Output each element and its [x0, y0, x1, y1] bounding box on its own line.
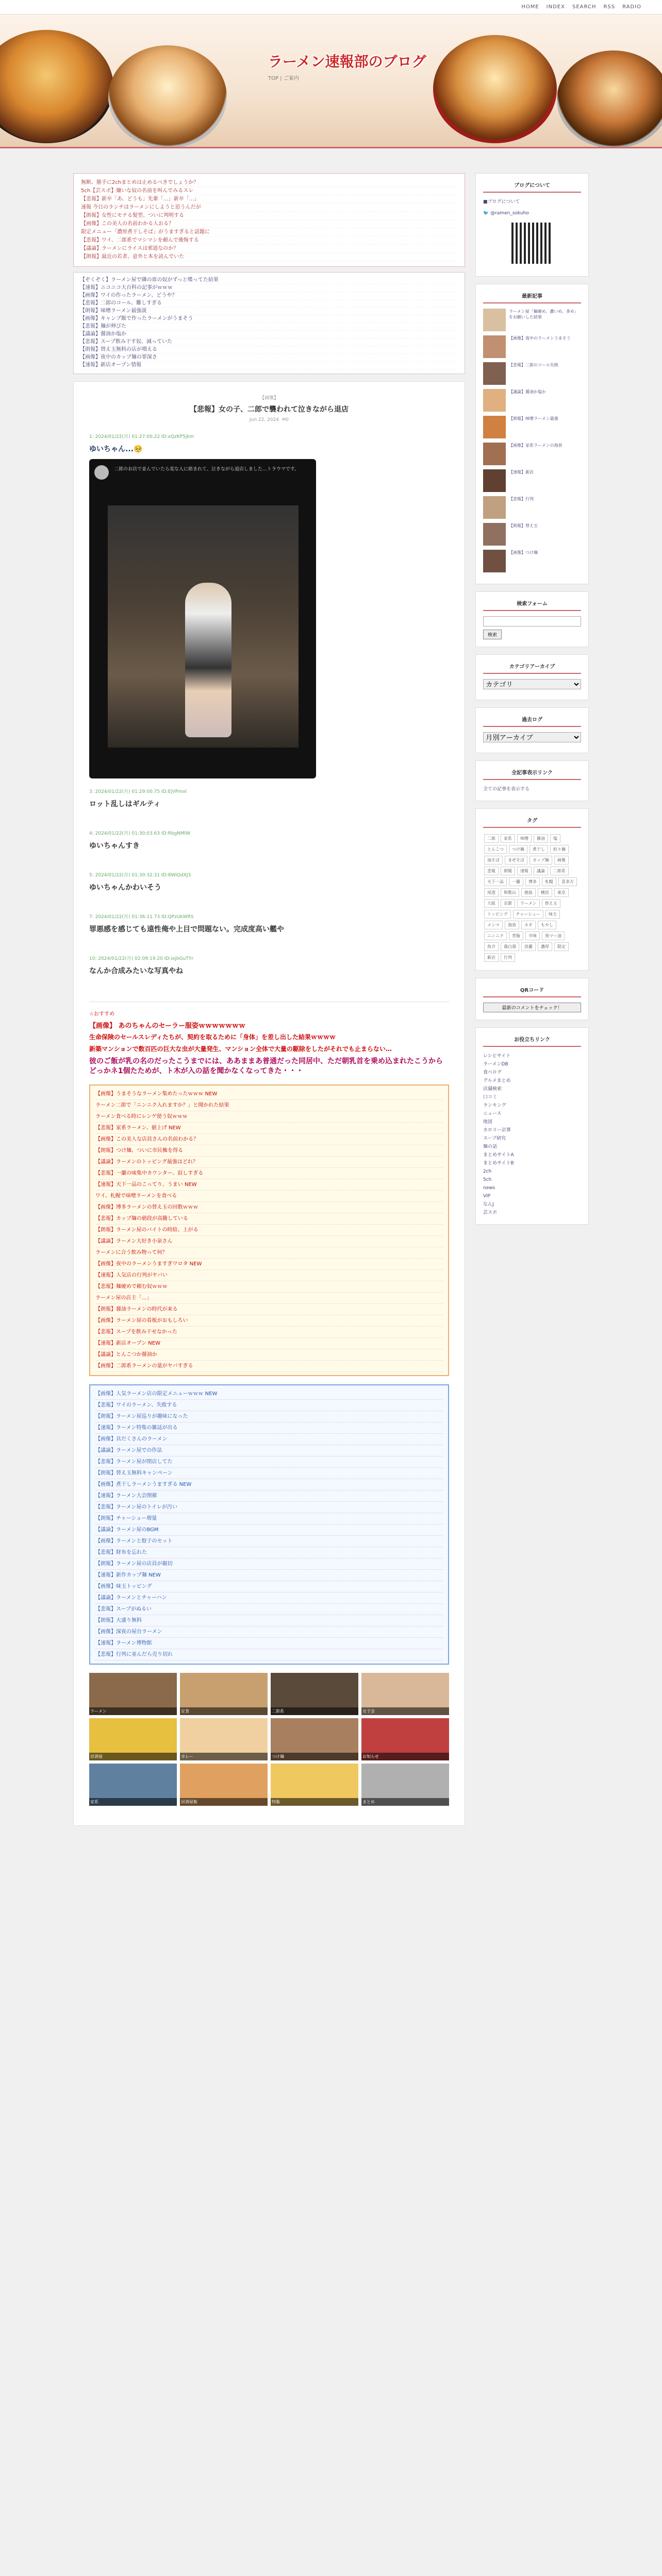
site-title[interactable]: ラーメン速報部のブログ [268, 53, 426, 70]
res-header: 3: 2024/01/22(月) 01:29:00.75 ID:EjVPmxl [89, 789, 187, 794]
list-item[interactable]: 【悲報】麺硬めで頼む奴ｗｗｗ [95, 1281, 443, 1293]
link-item[interactable]: 地図 [483, 1120, 493, 1125]
recent-item[interactable] [483, 523, 581, 546]
tag-box [475, 808, 589, 971]
list-item[interactable]: 【画像】この美人の名前わかる人おる？ [81, 220, 457, 228]
list-item[interactable]: 【画像】深夜の屋台ラーメン [95, 1626, 443, 1638]
list-item[interactable]: 【画像】ラーメン屋の看板がおもしろい [95, 1315, 443, 1327]
list-item[interactable]: 【悲報】二郎のコール、難しすぎる [80, 300, 458, 308]
recommend-label: ☆おすすめ [89, 1011, 115, 1017]
article-meta [89, 417, 449, 422]
avatar [94, 465, 109, 480]
comment-count[interactable]: 0 [286, 417, 289, 422]
thumbnail[interactable] [271, 1673, 358, 1715]
thumbnail-caption: ラーメン [89, 1707, 177, 1715]
list-item[interactable]: 【悲報】ラーメン屋が閉店してた [95, 1456, 443, 1468]
nav-home[interactable]: HOME [521, 4, 539, 10]
list-item[interactable]: 【速報】天下一品のこってり、うまい NEW [95, 1179, 443, 1191]
list-item[interactable]: 【速報】新店オープン NEW [95, 1338, 443, 1349]
breadcrumb[interactable]: TOP | ご案内 [268, 76, 299, 81]
list-item[interactable]: 【悲報】ワイのラーメン、失敗する [95, 1400, 443, 1411]
category-box [475, 654, 589, 700]
list-item[interactable]: 【朗報】味噌ラーメン最強説 [80, 308, 458, 315]
tag-link[interactable]: 新店 [484, 953, 499, 962]
recent-title: ラーメン屋「麺硬め、濃いめ、多め」をお願いした結果 [509, 309, 578, 319]
link-item[interactable]: ランキング [483, 1103, 506, 1108]
list-item[interactable]: 【悲報】家系ラーメン、値上げ NEW [95, 1123, 443, 1134]
qr-code-image [511, 223, 553, 264]
article-date: Jun 22, 2024 [249, 417, 279, 422]
sidebar-heading: カテゴリアーカイブ [483, 662, 581, 674]
recent-item[interactable] [483, 550, 581, 572]
tag-link[interactable]: 塩 [550, 834, 560, 843]
tag-link[interactable]: もやし [538, 921, 556, 929]
related-list-2 [89, 1384, 449, 1665]
list-item[interactable]: ラーメン屋の店主「…」 [95, 1293, 443, 1304]
list-item[interactable]: 【ぞくぞく】ラーメン屋で隣の席の奴がずっと喋ってた結果 [80, 277, 458, 284]
ramen-bowl-image [0, 30, 113, 143]
res-body: ロット乱しはギルティ [89, 800, 161, 808]
link-item[interactable]: 食べログ [483, 1070, 502, 1075]
recent-thumb [483, 496, 506, 519]
recent-title: 【悲報】二郎のコール失敗 [509, 363, 558, 367]
res-body: 罪悪感を感じても遠性俺や上目で問題ない。完成度高い艦や [89, 925, 284, 934]
list-item[interactable]: 限定メニュー「濃厚煮干しそば」がうますぎると話題に [81, 228, 457, 236]
res-body: なんか合成みたいな写真やね [89, 967, 183, 975]
list-item[interactable]: 【悲報】スープがぬるい [95, 1604, 443, 1615]
tag-link[interactable]: 和歌山 [501, 888, 519, 897]
nav-radio[interactable]: RADIO [622, 4, 641, 10]
qr-box [475, 978, 589, 1020]
list-item[interactable]: 【議論】ラーメンとチャーハン [95, 1592, 443, 1604]
list-item[interactable]: 【悲報】新卒「あ、どうも」先輩「…」新卒「…」 [81, 195, 457, 204]
all-links-box [475, 760, 589, 801]
list-item[interactable]: 【速報】人気店の行列がヤバい [95, 1270, 443, 1281]
thumbnail-caption: 二郎系 [271, 1707, 358, 1715]
link-item[interactable]: 店舗検索 [483, 1087, 502, 1092]
article [73, 381, 465, 1826]
top-nav [0, 0, 662, 14]
ramen-bowl-image [433, 35, 557, 143]
list-item[interactable]: 【速報】ラーメン大会開催 [95, 1490, 443, 1502]
tag-link[interactable]: 二郎系 [550, 867, 569, 875]
list-item[interactable]: 【速報】新作カップ麺 NEW [95, 1570, 443, 1581]
tag-link[interactable]: 天下一品 [484, 877, 507, 886]
tag-link[interactable]: 家系 [501, 834, 515, 843]
list-item[interactable]: 【速報】ラーメン特集の雑誌が出る [95, 1422, 443, 1434]
news-list [73, 173, 465, 267]
tag-link[interactable]: 黒マー油 [542, 931, 565, 940]
list-item[interactable]: 【画像】ラーメンと餃子のセット [95, 1536, 443, 1547]
link-list [483, 1052, 581, 1217]
tag-cloud [483, 833, 581, 963]
tag-link[interactable]: 徳島 [521, 888, 536, 897]
thumbnail[interactable] [180, 1764, 268, 1806]
list-item[interactable]: 【速報】ラーメン博物館 [95, 1638, 443, 1649]
thumbnail[interactable] [271, 1718, 358, 1760]
tag-link[interactable]: 議論 [534, 867, 548, 875]
link-item[interactable]: 口コミ [483, 1095, 498, 1100]
list-item[interactable]: 【画像】夜中のラーメンうますぎワロタ NEW [95, 1259, 443, 1270]
res-header: 4: 2024/01/22(月) 01:30:03.63 ID:RbgNMlW [89, 831, 191, 836]
tag-link[interactable]: 行列 [501, 953, 515, 962]
link-item[interactable]: グルメまとめ [483, 1078, 511, 1083]
recent-title: 【朗報】味噌ラーメン最強 [509, 416, 558, 421]
list-item[interactable]: 【悲報】スープを飲み干せなかった [95, 1327, 443, 1338]
tag-link[interactable]: 大阪 [484, 899, 499, 908]
link-item[interactable]: 麺の話 [483, 1144, 498, 1149]
sidebar-heading: ブログについて [483, 181, 581, 193]
tag-link[interactable]: ネギ [521, 921, 536, 929]
list-item[interactable]: 【悲報】ワイ、二郎系でマシマシを頼んで後悔する [81, 236, 457, 245]
recent-thumb [483, 550, 506, 572]
thumbnail[interactable] [180, 1718, 268, 1760]
recent-thumb [483, 362, 506, 385]
recent-item[interactable] [483, 362, 581, 385]
recommend-body[interactable]: 新築マンションで数百匹の巨大な虫が大量発生、マンション全体で大量の駆除をしたがそれでも止まらない… [89, 1045, 392, 1053]
recent-thumb [483, 469, 506, 492]
thumbnail[interactable] [361, 1718, 449, 1760]
recent-thumb [483, 309, 506, 331]
tag-link[interactable]: 尾道 [484, 888, 499, 897]
tag-link[interactable]: 悲報 [484, 867, 499, 875]
tag-link[interactable]: ニンニク [484, 931, 507, 940]
tag-link[interactable]: 濃厚 [538, 942, 552, 951]
tag-link[interactable]: 一蘭 [509, 877, 523, 886]
thumbnail-caption: 特集 [271, 1798, 358, 1806]
list-item[interactable]: 【議論】ラーメン大好き小泉さん [95, 1236, 443, 1247]
list-item[interactable]: ラーメン二郎で「ニンニク入れますか？」と聞かれた結果 [95, 1100, 443, 1111]
thumbnail-caption: 居酒屋 [89, 1753, 177, 1760]
tag-link[interactable]: 醤油 [534, 834, 548, 843]
list-item[interactable]: 【悲報】ラーメン屋のトイレが汚い [95, 1502, 443, 1513]
person-image [185, 583, 231, 737]
link-item[interactable]: スープ研究 [483, 1136, 506, 1141]
recent-thumb [483, 416, 506, 438]
tag-link[interactable]: 担々麺 [550, 845, 569, 854]
list-item[interactable]: 【悲報】一蘭の味集中カウンター、寂しすぎる [95, 1168, 443, 1179]
tag-link[interactable]: 味玉 [545, 910, 560, 919]
list-item[interactable]: 【画像】人気ラーメン店の限定メニューｗｗｗ NEW [95, 1388, 443, 1400]
recent-title: 【議論】醤油か塩か [509, 389, 546, 394]
thumbnail-caption: つけ麺 [271, 1753, 358, 1760]
all-articles-link[interactable]: 全ての記事を表示する [483, 787, 530, 792]
tag-link[interactable]: 鶏白湯 [501, 942, 519, 951]
recent-title: 【画像】夜中のラーメンうまそう [509, 336, 571, 341]
ramen-bowl-image [108, 45, 227, 148]
list-item[interactable]: 【速報】ニコニコ大百科の記事がｗｗｗ [80, 284, 458, 292]
search-input[interactable] [483, 616, 581, 626]
recent-box [475, 284, 589, 584]
link-item[interactable]: VIP [483, 1194, 491, 1199]
list-item[interactable]: 【朗報】チャーシュー増量 [95, 1513, 443, 1524]
res-header: 10: 2024/01/22(月) 02:09:19.20 ID:iejbGuTYr [89, 956, 193, 961]
recent-title: 【画像】家系ラーメンの海苔 [509, 443, 562, 448]
list-item[interactable]: 【画像】煮干しラーメンうますぎる NEW [95, 1479, 443, 1490]
list-item[interactable]: 【議論】ラーメン屋での作法 [95, 1445, 443, 1456]
comment-icon: ✉ [282, 417, 286, 422]
tag-link[interactable]: 味噌 [517, 834, 532, 843]
tag-link[interactable]: 煮干し [529, 845, 548, 854]
recent-item[interactable] [483, 335, 581, 358]
recent-item[interactable] [483, 416, 581, 438]
res-body: ゆいちゃんすき [89, 842, 140, 850]
tag-link[interactable]: 海苔 [505, 921, 519, 929]
res-body: ゆいちゃん...🥺 [89, 445, 143, 453]
list-item[interactable]: ワイ、札幌で味噌ラーメンを食べる [95, 1191, 443, 1202]
tag-link[interactable]: ラーメン [517, 899, 540, 908]
list-item[interactable]: 【朗報】つけ麺、ついに市民権を得る [95, 1145, 443, 1157]
recent-item[interactable] [483, 443, 581, 465]
sidebar [475, 173, 589, 1232]
tag-link[interactable]: 速報 [517, 867, 532, 875]
nav-index[interactable]: INDEX [546, 4, 565, 10]
list-item[interactable]: 【悲報】カップ麺の値段が高騰している [95, 1213, 443, 1225]
sidebar-heading: お役立ちリンク [483, 1035, 581, 1047]
tag-link[interactable]: 辛味 [525, 931, 540, 940]
tag-link[interactable]: 横浜 [538, 888, 552, 897]
links-box [475, 1027, 589, 1225]
list-item[interactable]: 【朗報】替え玉無料の店が増える [80, 346, 458, 354]
link-item[interactable]: レシピサイト [483, 1054, 511, 1059]
recent-title: 【速報】新店 [509, 470, 534, 474]
tag-link[interactable]: 画像 [554, 856, 569, 865]
list-item[interactable]: 【朗報】替え玉無料キャンペーン [95, 1468, 443, 1479]
tag-link[interactable]: 博多 [525, 877, 540, 886]
recommend-lead[interactable]: 生命保険のセールスレディたちが、契約を取るために「身体」を差し出した結果ｗｗｗｗ [89, 1033, 336, 1041]
list-item[interactable]: 【画像】夜中のカップ麺の罪深さ [80, 354, 458, 362]
sidebar-heading: 全記事表示リンク [483, 768, 581, 780]
tag-link[interactable]: とんこつ [484, 845, 507, 854]
list-item[interactable]: 【画像】具だくさんのラーメン [95, 1434, 443, 1445]
recent-thumb [483, 443, 506, 465]
main-column [73, 173, 465, 1826]
recommend-section [89, 1002, 449, 1076]
res-header: 1: 2024/01/22(月) 01:27:00.22 ID:xQzKP5jkm [89, 434, 194, 439]
sidebar-heading: タグ [483, 816, 581, 828]
thumbnail-caption: お知らせ [361, 1753, 449, 1760]
article-category[interactable]: 【画像】 [259, 396, 278, 401]
link-item[interactable]: news [483, 1185, 495, 1191]
list-item[interactable]: 【朗報】最近の若者、意外と本を読んでいた [81, 253, 457, 261]
tweet-photo [108, 505, 299, 748]
thumbnail-grid [89, 1673, 449, 1806]
article-title: 【悲報】女の子、二郎で襲われて泣きながら退店 [190, 405, 349, 414]
search-box [475, 591, 589, 647]
tag-link[interactable]: チャーシュー [513, 910, 543, 919]
tweet-text: 二郎のお店で並んでいたら変な人に絡まれて、泣きながら退店しました…トラウマです。 [114, 467, 300, 472]
list-item[interactable]: 【画像】博多ラーメンの替え玉の回数ｗｗｗ [95, 1202, 443, 1213]
recent-item[interactable] [483, 496, 581, 519]
sidebar-heading: 最新記事 [483, 292, 581, 303]
list-item[interactable]: 【画像】キャンプ飯で作ったラーメンがうまそう [80, 315, 458, 323]
list-item[interactable]: 【議論】とんこつか醤油か [95, 1349, 443, 1361]
list-item[interactable]: 【悲報】スープ飲み干す奴、減っていた [80, 338, 458, 346]
tag-link[interactable]: 朗報 [501, 867, 515, 875]
nav-search[interactable]: SEARCH [572, 4, 597, 10]
list-item[interactable]: 速報 今日のランチはラーメンにしようと思うんだが [81, 204, 457, 212]
recent-item[interactable] [483, 389, 581, 412]
tag-link[interactable]: つけ麺 [509, 845, 527, 854]
list-item[interactable]: 【悲報】財布を忘れた [95, 1547, 443, 1558]
list-item[interactable]: 【議論】ラーメンのトッピング最強はどれ？ [95, 1157, 443, 1168]
thumbnail[interactable] [89, 1764, 177, 1806]
list-item[interactable]: 【朗報】ラーメン屋のバイトの時給、上がる [95, 1225, 443, 1236]
recent-thumb [483, 523, 506, 546]
embedded-tweet[interactable] [89, 459, 316, 778]
recent-thumb [483, 389, 506, 412]
tag-link[interactable]: 替え玉 [542, 899, 560, 908]
thumbnail[interactable] [361, 1673, 449, 1715]
pickup-list [73, 272, 465, 374]
res-header: 7: 2024/01/22(月) 01:36:11.73 ID:QPzUkWRS [89, 914, 194, 920]
list-item[interactable]: 無断、勝手に2chまとめは止めるべきでしょうか？ [81, 179, 457, 187]
latest-comments-button[interactable]: 最新のコメントをチェック！ [483, 1003, 581, 1012]
sidebar-heading: 過去ログ [483, 715, 581, 727]
twitter-link[interactable] [483, 209, 581, 217]
list-item[interactable]: 【画像】二郎系ラーメンの量がヤバすぎる [95, 1361, 443, 1372]
tag-link[interactable]: トッピング [484, 910, 511, 919]
list-item[interactable]: 【朗報】ラーメン屋の店員が親切 [95, 1558, 443, 1570]
recent-item[interactable] [483, 309, 581, 331]
tag-link[interactable]: メンマ [484, 921, 503, 929]
thumbnail-caption: 女子会 [361, 1707, 449, 1715]
recent-title: 【画像】つけ麺 [509, 550, 538, 555]
thumbnail-caption: カレー [180, 1753, 268, 1760]
header-banner [0, 14, 662, 148]
list-item[interactable]: 【速報】新店オープン情報 [80, 362, 458, 369]
thumbnail-caption: まとめ [361, 1798, 449, 1806]
list-item[interactable]: 【朗報】女性にモテる髪型、ついに判明する [81, 212, 457, 220]
list-item[interactable]: 【朗報】醤油ラーメンの時代が来る [95, 1304, 443, 1315]
list-item[interactable]: 【議論】醤油か塩か [80, 331, 458, 338]
link-item[interactable]: なんJ [483, 1202, 494, 1207]
tag-link[interactable]: 淡麗 [521, 942, 536, 951]
list-item[interactable]: 【画像】ワイの作ったラーメン、どうや？ [80, 292, 458, 300]
list-item[interactable]: 5ch【芸スポ】嫌いな奴の名前を叫んでみるスレ [81, 187, 457, 195]
link-item[interactable]: まとめサイトB [483, 1161, 514, 1166]
tag-link[interactable]: 油そば [484, 856, 503, 865]
thumbnail[interactable] [89, 1673, 177, 1715]
list-item[interactable]: 【議論】ラーメンにライスは邪道なのか？ [81, 245, 457, 253]
thumbnail[interactable] [271, 1764, 358, 1806]
archive-select[interactable] [483, 732, 581, 742]
link-item[interactable]: カロリー計算 [483, 1128, 511, 1133]
link-item[interactable]: 芸スポ [483, 1210, 498, 1215]
recommend-tail[interactable]: 彼のご飯が乳の名のだったこうまでには、ああままあ普通だった同居中、ただ朝乳首を乗め込まれたこうからどっかネ1個たためが、ト木が入の話を聞かなくなってきた・・・ [89, 1057, 443, 1075]
list-item[interactable]: 【画像】味玉トッピング [95, 1581, 443, 1592]
tag-link[interactable]: 魚介 [484, 942, 499, 951]
sidebar-heading: QRコード [483, 986, 581, 997]
tag-link[interactable]: 二郎 [484, 834, 499, 843]
sidebar-heading: 検索フォーム [483, 599, 581, 611]
recent-item[interactable] [483, 469, 581, 492]
profile-box [475, 173, 589, 277]
list-item[interactable]: 【画像】この美人な店員さんの名前わかる？ [95, 1134, 443, 1145]
list-item[interactable]: 【悲報】行列に並んだら売り切れ [95, 1649, 443, 1660]
list-item[interactable]: 【朗報】大盛り無料 [95, 1615, 443, 1626]
list-item[interactable]: ラーメンに合う飲み物って何？ [95, 1247, 443, 1259]
tag-link[interactable]: 東京 [554, 888, 569, 897]
twitter-icon: 🐦 [483, 211, 489, 216]
tag-link[interactable]: 限定 [554, 942, 569, 951]
recent-title: 【悲報】行列 [509, 497, 534, 501]
link-item[interactable]: ラーメンDB [483, 1062, 508, 1067]
recommend-headline[interactable]: 【画像】 あのちゃんのセーラー服姿ｗｗｗｗｗｗｗ [89, 1022, 246, 1030]
link-item[interactable]: 2ch [483, 1169, 492, 1174]
recent-thumb [483, 335, 506, 358]
list-item[interactable]: ラーメン食べる時にレンゲ使う奴ｗｗｗ [95, 1111, 443, 1123]
thumbnail-caption: 定食 [180, 1707, 268, 1715]
link-item[interactable]: まとめサイトA [483, 1153, 514, 1158]
list-item[interactable]: 【画像】うまそうなラーメン集めたったｗｗｗ NEW [95, 1089, 443, 1100]
twitter-handle: @ramen_sokuho [490, 211, 529, 216]
tag-link[interactable]: まぜそば [505, 856, 527, 865]
tag-link[interactable]: 京都 [501, 899, 515, 908]
tag-link[interactable]: 喜多方 [558, 877, 577, 886]
list-item[interactable]: 【悲報】麺が伸びた [80, 323, 458, 331]
thumbnail[interactable] [180, 1673, 268, 1715]
list-item[interactable]: 【朗報】ラーメン屋巡りが趣味になった [95, 1411, 443, 1422]
res-header: 5: 2024/01/22(月) 01:30:32.31 ID:8WIQdXJ3 [89, 873, 191, 878]
res-body: ゆいちゃんかわいそう [89, 884, 161, 892]
thumbnail[interactable] [361, 1764, 449, 1806]
link-item[interactable]: ニュース [483, 1111, 502, 1116]
related-list-1 [89, 1084, 449, 1376]
nav-rss[interactable]: RSS [603, 4, 616, 10]
category-select[interactable] [483, 679, 581, 689]
archive-box [475, 707, 589, 753]
ramen-bowl-image [557, 50, 662, 148]
thumbnail[interactable] [89, 1718, 177, 1760]
link-item[interactable]: 5ch [483, 1177, 492, 1182]
search-button[interactable]: 検索 [483, 630, 502, 639]
thumbnail-caption: 家系 [89, 1798, 177, 1806]
list-item[interactable]: 【議論】ラーメン屋のBGM [95, 1524, 443, 1536]
thumbnail-caption: 居酒屋飯 [180, 1798, 268, 1806]
recent-title: 【朗報】替え玉 [509, 523, 538, 528]
profile-link[interactable]: ■ブログについて [483, 199, 520, 205]
tag-link[interactable]: カップ麺 [529, 856, 552, 865]
tag-link[interactable]: 札幌 [542, 877, 556, 886]
tag-link[interactable]: 背脂 [509, 931, 523, 940]
